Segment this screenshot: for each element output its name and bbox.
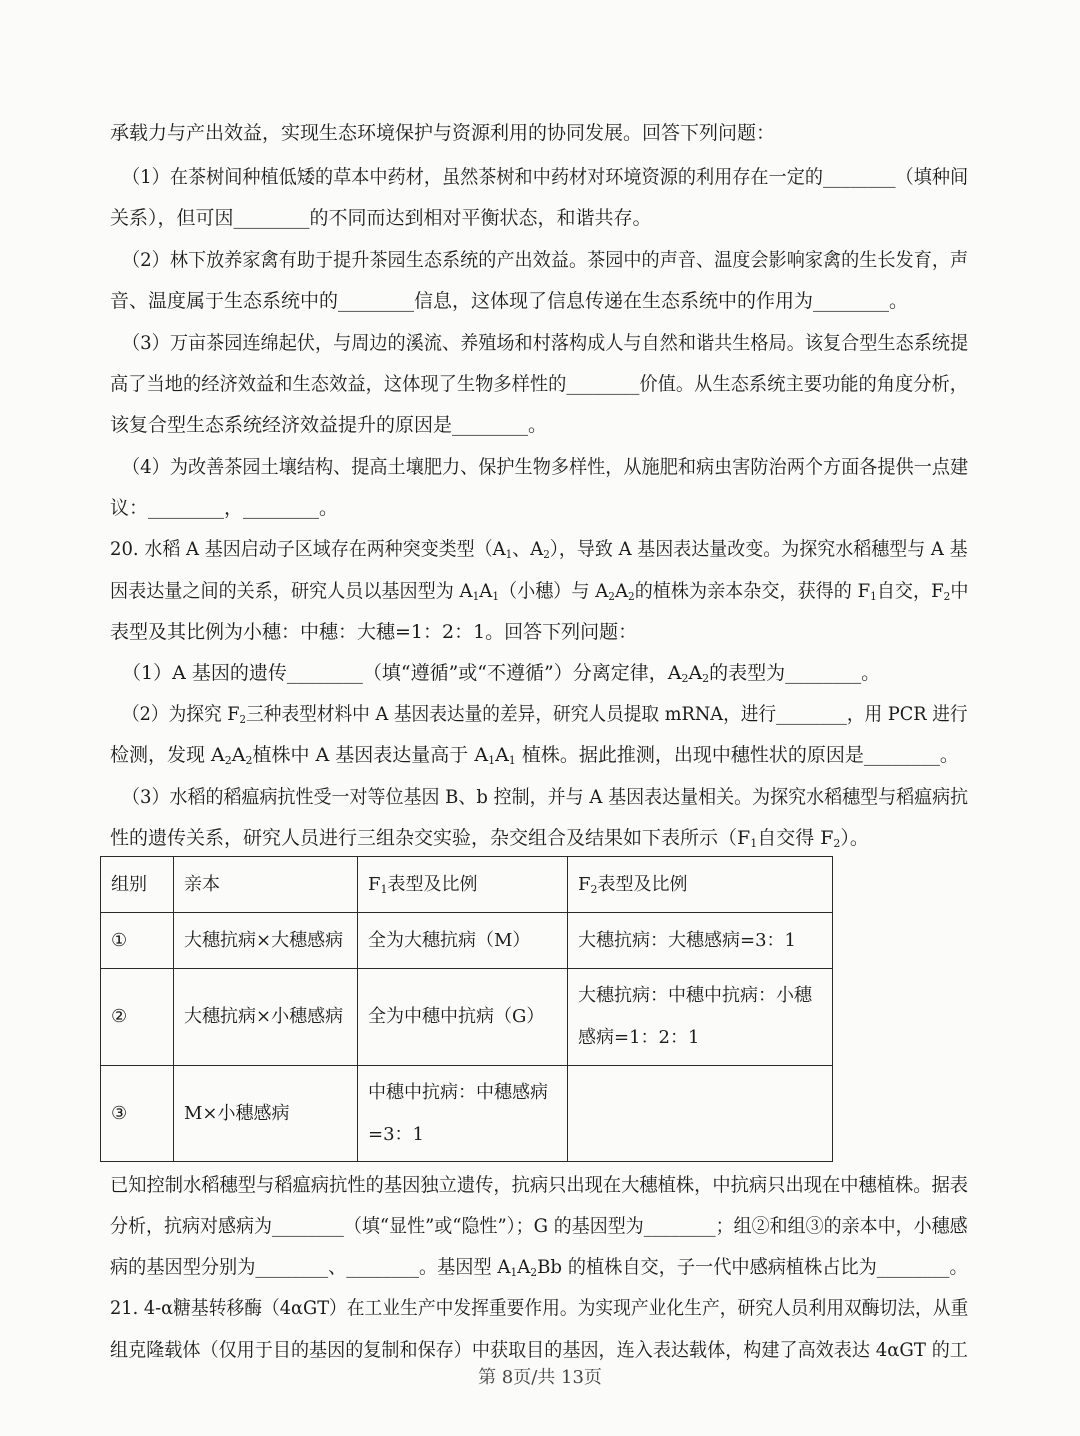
table-cell: 大穗抗病×大穗感病	[174, 913, 358, 969]
question-20-1-line: （1）A 基因的遗传________（填“遵循”或“不遵循”）分离定律，$A_2A_2$的表型为________。	[122, 662, 881, 685]
table-row	[101, 969, 833, 1066]
paragraph-line: 该复合型生态系统经济效益提升的原因是________。	[110, 414, 548, 436]
header-cell: $F_2$表型及比例	[568, 857, 833, 913]
header-cell: 组别	[101, 857, 174, 913]
table-cell: 中穗中抗病：中穗感病 =3：1	[358, 1066, 568, 1162]
paragraph-line: 音、温度属于生态系统中的________信息，这体现了信息传递在生态系统中的作用为________。	[110, 290, 909, 312]
paragraph-line: 表型及其比例为小穗：中穗：大穗=1：2：1。回答下列问题：	[110, 621, 638, 643]
table-cell: ③	[101, 1066, 174, 1162]
cross-results-table	[100, 856, 833, 1162]
table-cell: 全为大穗抗病（M）	[358, 913, 568, 969]
table-cell	[568, 1066, 833, 1162]
paragraph-line: 议：________，________。	[110, 497, 339, 519]
question-4-line: （4）为改善茶园土壤结构、提高土壤肥力、保护生物多样性，从施肥和病虫害防治两个方面各提供一点建	[122, 456, 969, 478]
header-cell: $F_1$表型及比例	[358, 857, 568, 913]
paragraph-line: 承载力与产出效益，实现生态环境保护与资源利用的协同发展。回答下列问题：	[110, 122, 776, 144]
table-row	[101, 913, 833, 969]
table-cell: M×小穗感病	[174, 1066, 358, 1162]
table-row	[101, 1066, 833, 1162]
header-cell: 亲本	[174, 857, 358, 913]
question-20-line: 20. 水稻 A 基因启动子区域存在两种突变类型（$A_1$、$A_2$），导致 A 基因表达量改变。为探究水稻穗型与 A 基	[110, 538, 968, 561]
paragraph-line: 检测，发现 $A_2A_2$植株中 A 基因表达量高于 $A_1A_1$ 植株。据此推测，出现中穗性状的原因是________。	[110, 744, 959, 767]
paragraph-line: 关系），但可因________的不同而达到相对平衡状态，和谐共存。	[110, 207, 652, 229]
question-21-line: 21. 4-α糖基转移酶（4αGT）在工业生产中发挥重要作用。为实现产业化生产，研究人员利用双酶切法，从重	[110, 1297, 969, 1319]
paragraph-line: 性的遗传关系，研究人员进行三组杂交实验，杂交组合及结果如下表所示（$F_1$自交得 $F_2$）。	[110, 827, 869, 850]
paragraph-line: 高了当地的经济效益和生态效益，这体现了生物多样性的________价值。从生态系统主要功能的角度分析，	[110, 373, 969, 395]
question-20-2-line: （2）为探究 $F_2$三种表型材料中 A 基因表达量的差异，研究人员提取 mRNA，进行________，用 PCR 进行	[122, 703, 968, 726]
paragraph-line: 因表达量之间的关系，研究人员以基因型为 $A_1A_1$（小穗）与 $A_2A_2$的植株为亲本杂交，获得的 $F_1$自交，$F_2$中	[110, 580, 969, 603]
paragraph-line: 病的基因型分别为________、________。基因型 $A_1A_2Bb$ 的植株自交，子一代中感病植株占比为________。	[110, 1256, 968, 1279]
table-cell: 全为中穗中抗病（G）	[358, 969, 568, 1066]
table-cell: 大穗抗病：中穗中抗病：小穗 感病=1：2：1	[568, 969, 833, 1066]
question-1-line: （1）在茶树间种植低矮的草本中药材，虽然茶树和中药材对环境资源的利用存在一定的________（填种间	[122, 166, 969, 188]
table-header-row	[101, 857, 833, 913]
paragraph-line: 组克隆载体（仅用于目的基因的复制和保存）中获取目的基因，连入表达载体，构建了高效表达 4αGT 的工	[110, 1339, 968, 1361]
question-3-line: （3）万亩茶园连绵起伏，与周边的溪流、养殖场和村落构成人与自然和谐共生格局。该复合型生态系统提	[122, 332, 969, 354]
table-cell: 大穗抗病×小穗感病	[174, 969, 358, 1066]
table-cell: ①	[101, 913, 174, 969]
paragraph-line: 分析，抗病对感病为________（填“显性”或“隐性”）；G 的基因型为________；组②和组③的亲本中，小穗感	[110, 1215, 968, 1237]
table-cell: ②	[101, 969, 174, 1066]
table-cell: 大穗抗病：大穗感病=3：1	[568, 913, 833, 969]
page-number-footer: 第 8页/共 13页	[478, 1367, 602, 1388]
question-2-line: （2）林下放养家禽有助于提升茶园生态系统的产出效益。茶园中的声音、温度会影响家禽的生长发育，声	[122, 249, 969, 271]
paragraph-line: 已知控制水稻穗型与稻瘟病抗性的基因独立遗传，抗病只出现在大穗植株，中抗病只出现在中穗植株。据表	[110, 1174, 969, 1196]
question-20-3-line: （3）水稻的稻瘟病抗性受一对等位基因 B、b 控制，并与 A 基因表达量相关。为探究水稻穗型与稻瘟病抗	[122, 786, 969, 808]
